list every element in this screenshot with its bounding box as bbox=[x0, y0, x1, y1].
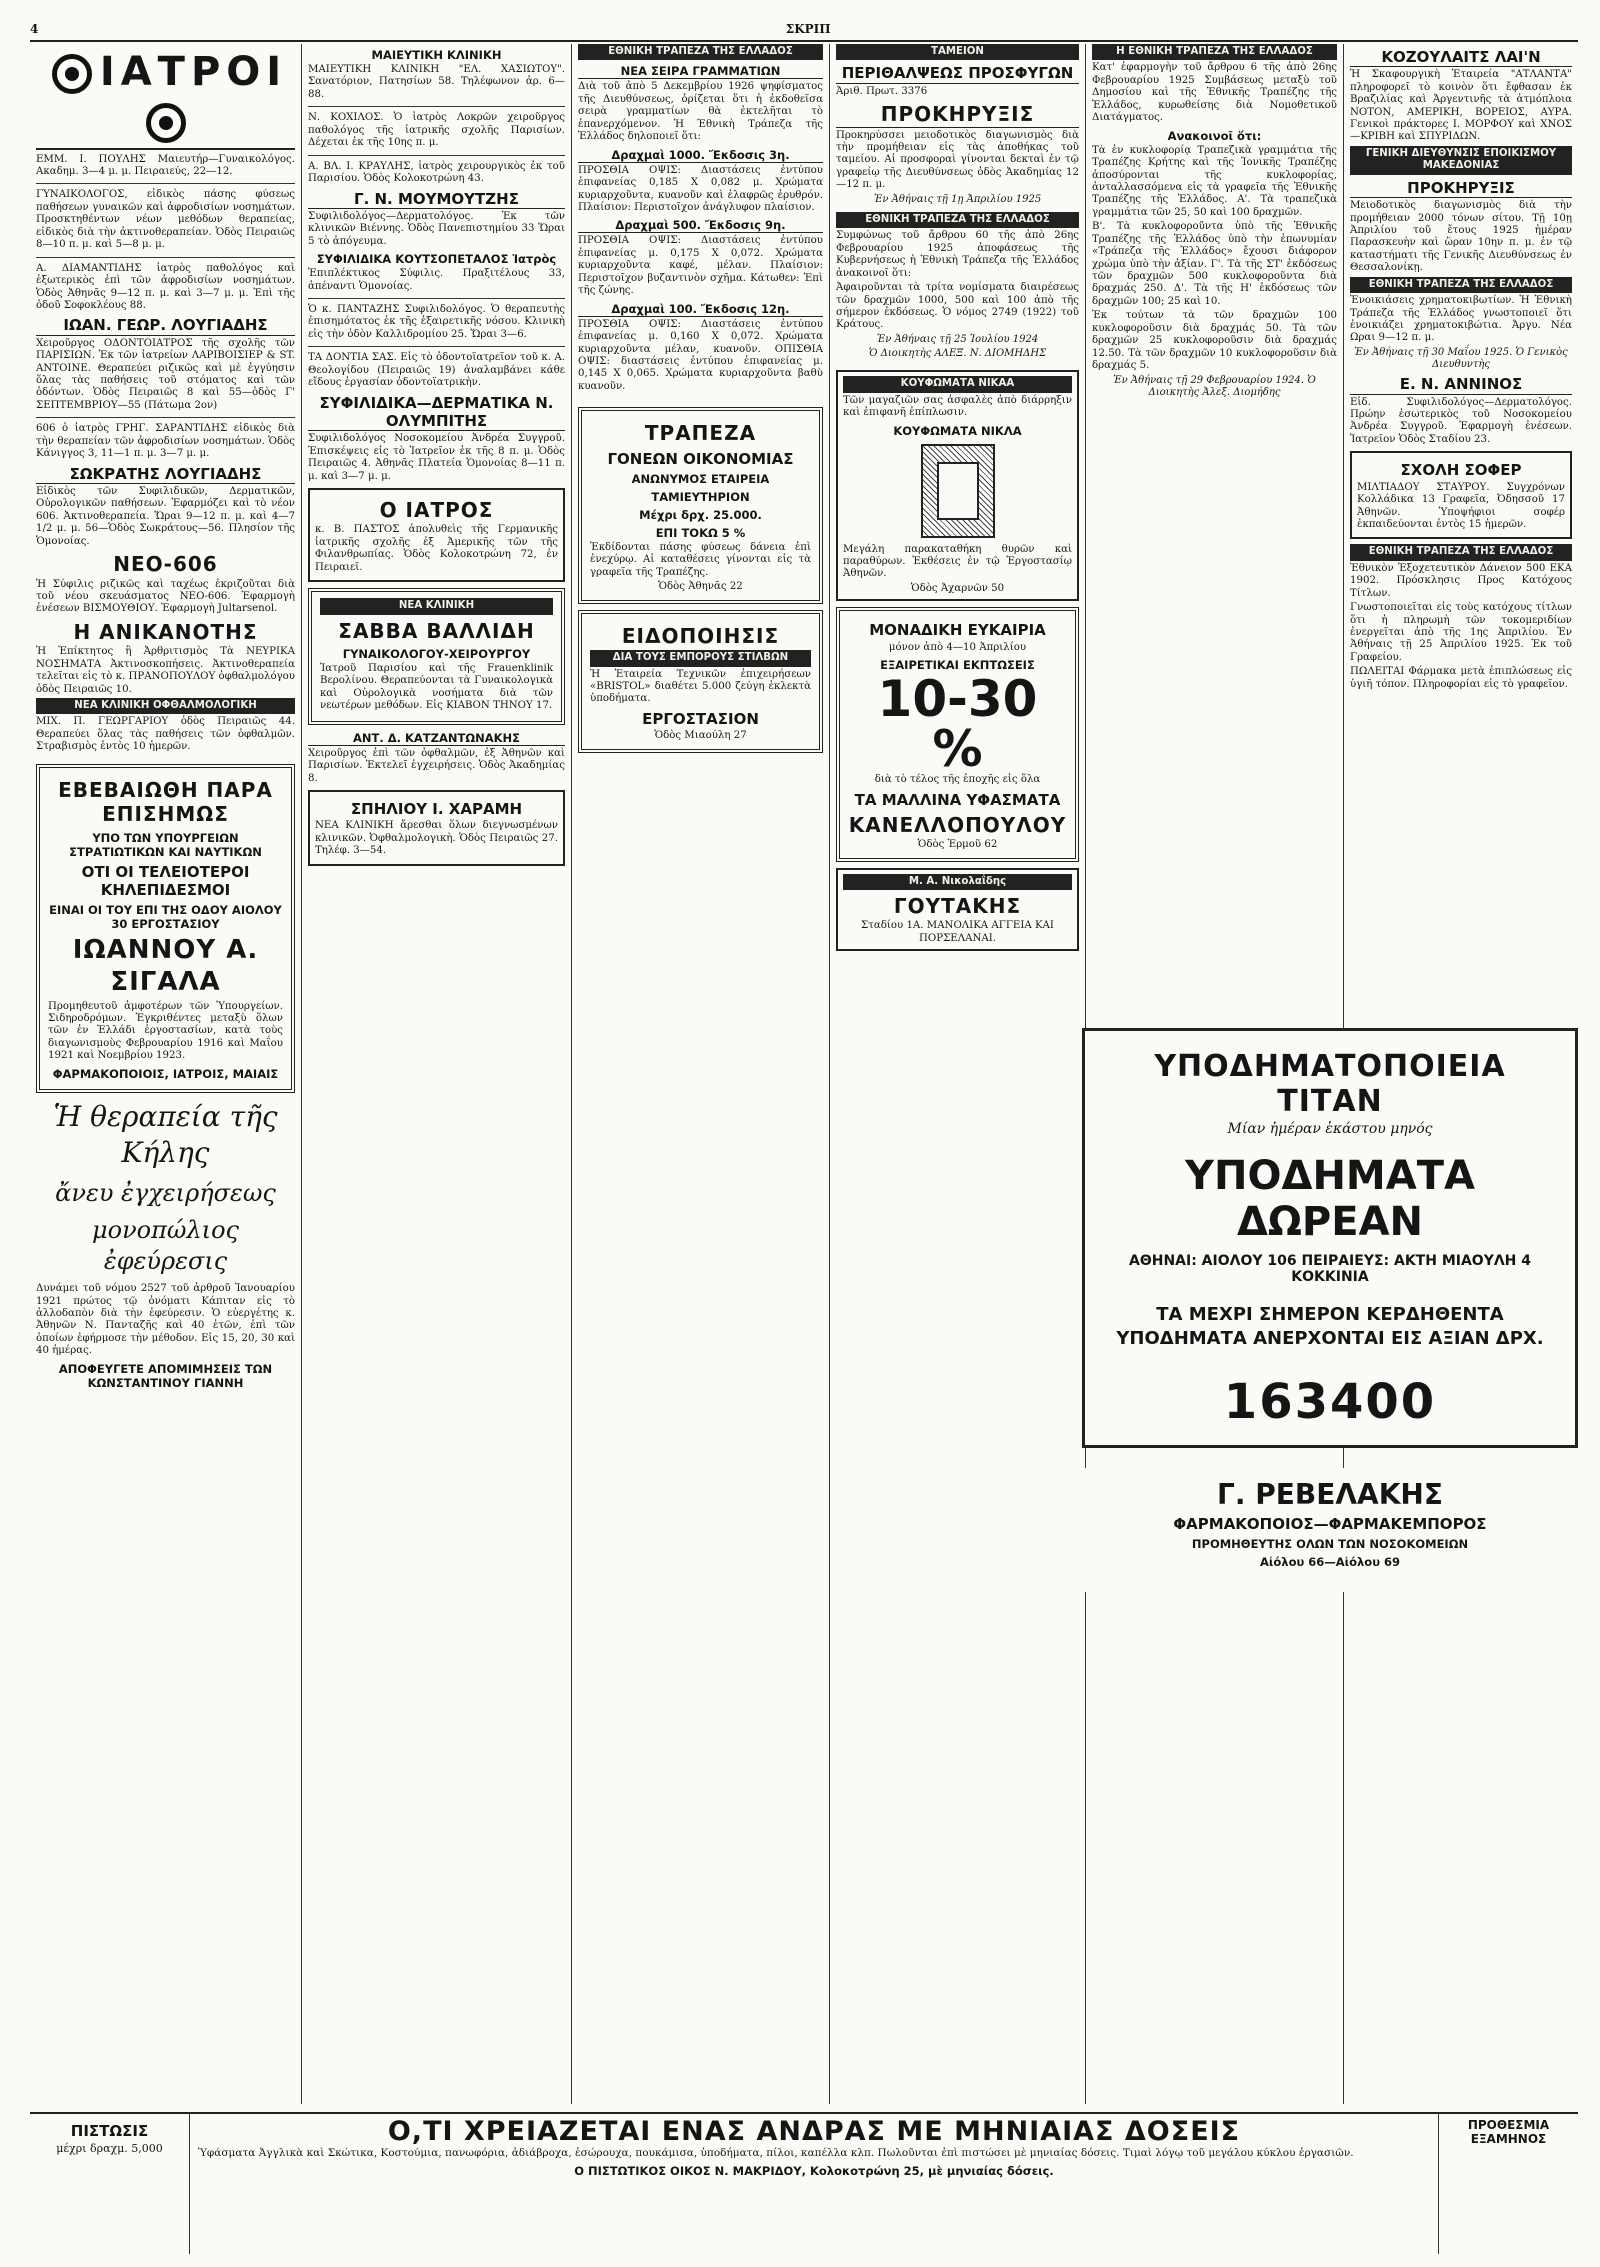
ad-syfilidika: Ἐπιπλέκτικος Σύφιλις. Πραξιτέλους 33, ἀπέναντι Ὁμονοίας. bbox=[308, 268, 565, 292]
ad-moumoutzis: Συφιλιδολόγος—Δερματολόγος. Ἐκ τῶν κλινικῶν Βιέννης. Ὁδὸς Πανεπιστημίου 33 Ὥραι 5 τὸ ἀπόγευμα. bbox=[308, 210, 565, 247]
ad-revelakis: Γ. ΡΕΒΕΛΑΚΗΣ ΦΑΡΜΑΚΟΠΟΙΟΣ—ΦΑΡΜΑΚΕΜΠΟΡΟΣ ΠΡΟΜΗΘΕΥΤΗΣ ΟΛΩΝ ΤΩΝ ΝΟΣΟΚΟΜΕΙΩΝ Αἰόλου 66—Αἰόλου 69 bbox=[1082, 1468, 1578, 1592]
heading-maieutiki: ΜΑΙΕΥΤΙΚΗ ΚΛΙΝΙΚΗ bbox=[371, 48, 502, 62]
banner-left: ΠΙΣΤΩΣΙΣ μέχρι δραχμ. 5,000 bbox=[30, 2114, 190, 2254]
heading-prokiryxis-2: ΠΡΟΚΗΡΥΞΙΣ bbox=[1350, 179, 1572, 198]
ad-eidopoiisis: ΕΙΔΟΠΟΙΗΣΙΣ ΔΙΑ ΤΟΥΣ ΕΜΠΟΡΟΥΣ ΣΤΙΛΒΩΝ Ἡ Ἑταιρεία Τεχνικῶν ἐπιχειρήσεων «BRISTOL» διαθέτει 5.000 ζεύγη ἐκλεκτὰ ὑποδήματα. ΕΡΓΟΣΤΑΣΙΟΝ Ὁδὸς Μιαούλη 27 bbox=[578, 610, 823, 753]
banner-main bbox=[190, 2114, 1438, 2254]
notice-daneion: Ἐθνικὸν Ἐξοχετευτικὸν Δάνειον 500 ΕΚΑ 1902. Πρόσκλησις Προς Κατόχους Τίτλων. bbox=[1350, 562, 1572, 599]
notice-1000: ΠΡΟΣΘΙΑ ΟΨΙΣ: Διαστάσεις ἐντύπου ἐπιφανείας 0,185 Χ 0,082 μ. Χρώματα κυριαρχοῦντα, κυανοῦν καὶ ἐλαφρῶς ἐρυθρόν. Πλαίσιον: Περιστοῖχον ἀνάγλυφον πλαίσιον. bbox=[578, 164, 823, 213]
ad-pantazis: Ὁ κ. ΠΑΝΤΑΖΗΣ Συφιλιδολόγος. Ὁ θεραπευτὴς ἐπισημότατος ἐκ τῆς ἐξαιρετικῆς νόσου. Κλινικὴ εἰς τὴν ὁδὸν Καλλιδρομίου 25. Ὥραι 3—6. bbox=[308, 304, 565, 340]
ad-charamis: ΣΠΗΛΙΟΥ Ι. ΧΑΡΑΜΗ ΝΕΑ ΚΛΙΝΙΚΗ ἄρεσθαι ὅλων διεγνωσμένων κλινικῶν. Ὀφθαλμολογικὴ. Ὁδὸς Πειραιῶς 27. Τηλέφ. 3—54. bbox=[308, 790, 565, 866]
heading-kozoulaits: ΚΟΖΟΥΛΑΙΤΣ ΛΑΙ'Ν bbox=[1350, 48, 1572, 67]
heading-bank: ΕΘΝΙΚΗ ΤΡΑΠΕΖΑ ΤΗΣ ΕΛΛΑΔΟΣ bbox=[578, 44, 823, 60]
notice-bank-3-a: Τὰ ἐν κυκλοφορίᾳ Τραπεζικὰ γραμμάτια τῆς Τραπέζης Κρήτης καὶ τῆς Ἰονικῆς Τραπέζης ἀποσύρονται τῆς κυκλοφορίας, ἀνταλλασσόμενα εἰς τὰ γραφεῖα τῆς Ἐθνικῆς Τραπέζης τῆς Ἑλλάδος. Α'. Τὰ τραπεζικὰ γραμμάτια τῶν 25, 50 καὶ 100 δραχμῶν. bbox=[1092, 144, 1337, 218]
notice-bank-2: Συμφώνως τοῦ ἄρθρου 60 τῆς ἀπὸ 26ης Φεβρουαρίου 1925 ἀποφάσεως τῆς Κυβερνήσεως ἡ Ἐθνικὴ Τράπεζα τῆς Ἑλλάδος ἀνακοινοῖ ὅτι: bbox=[836, 230, 1079, 279]
ref-number: Ἀριθ. Πρωτ. 3376 bbox=[836, 85, 928, 97]
heading-anikanotis: Η ΑΝΙΚΑΝΟΤΗΣ bbox=[73, 619, 258, 644]
ad-poleitai: ΠΩΛΕΙΤΑΙ Φάρμακα μετὰ ἐπιπλώσεως εἰς ὑγιῆ τόπον. Πληροφορίαι εἰς τὸ γραφεῖον. bbox=[1350, 666, 1572, 690]
heading-500: Δραχμαὶ 500. Ἔκδοσις 9η. bbox=[578, 218, 823, 233]
ad-gynecologist: ΓΥΝΑΙΚΟΛΟΓΟΣ, εἰδικὸς πάσης φύσεως παθήσεων γυναικῶν καὶ ἀφροδισίων νοσημάτων. Προσκτηθέντων νέων μεθόδων θεραπείας, εἰδικὸς διὰ τὴν ἀκτινοθεραπείαν. Ὁδὸς Πειραιῶς 8—10 π. μ. καὶ 5—8 μ. μ. bbox=[36, 189, 295, 251]
ad-goutakis: Μ. Α. Νικολαΐδης ΓΟΥΤΑΚΗΣ Σταδίου 1Α. ΜΑΝΟΛΙΚΑ ΑΓΓΕΙΑ ΚΑΙ ΠΟΡΣΕΛΑΝΑΙ. bbox=[836, 868, 1079, 952]
notice-bank-3-c: Ἐκ τούτων τὰ τῶν δραχμῶν 100 κυκλοφοροῦσιν διὰ δραχμάς 50. Τὰ τῶν δραχμῶν 25 κυκλοφοροῦσιν διὰ δραχμάς 12.50. Τὰ τῶν δραχμῶν 10 κυκλοφοροῦσιν διὰ δραχμάς 5. bbox=[1092, 310, 1337, 372]
heading-prokiryxis: ΠΡΟΚΗΡΥΞΙΣ bbox=[836, 102, 1079, 127]
heading-iatros: Ο ΙΑΤΡΟΣ bbox=[379, 497, 494, 522]
notice-prokiryxis: Προκηρύσσει μειοδοτικὸς διαγωνισμὸς διὰ τὴν προμήθειαν εἰς τὰς ἀποθήκας τοῦ ταμείου. Αἱ προσφοραὶ γίνονται δεκταὶ ἐν τῷ γραφείῳ τῆς Διευθύνσεως ὁδὸς Ἀκαδημίας 12—12 π. μ. bbox=[836, 129, 1079, 191]
ad-titan: ΥΠΟΔΗΜΑΤΟΠΟΙΕΙΑ ΤΙΤΑΝ Μίαν ἡμέραν ἑκάστου μηνός ΥΠΟΔΗΜΑΤΑ ΔΩΡΕΑΝ ΑΘΗΝΑΙ: ΑΙΟΛΟΥ 106 ΠΕΙΡΑΙΕΥΣ: ΑΚΤΗ ΜΙΑΟΥΛΗ 4 ΚΟΚΚΙΝΙΑ ΤΑ ΜΕΧΡΙ ΣΗΜΕΡΟΝ ΚΕΡΔΗΘΕΝΤΑ ΥΠΟΔΗΜΑΤΑ ΑΝΕΡΧΟΝΤΑΙ ΕΙΣ ΑΞΙΑΝ ΔΡΧ. 163400 bbox=[1082, 1028, 1578, 1448]
discount-percent: 10-30 % bbox=[877, 670, 1038, 779]
ad-kraulis: Α. ΒΛ. Ι. ΚΡΑΥΛΗΣ, ἰατρὸς χειρουργικὸς ἐκ τοῦ Παρισίου. Ὁδὸς Κολοκοτρώνη 43. bbox=[308, 160, 565, 185]
ad-neo606: Ἡ Σύφιλις ριζικῶς καὶ ταχέως ἐκριζοῦται διὰ τοῦ νέου σκευάσματος ΝΕΟ-606. Ἐφαρμογὴ ἐνέσεων ΒΙΣΜΟΥΘΙΟΥ. Ἐφαρμογὴ Jultarsenol. bbox=[36, 578, 295, 615]
heading-lougiadis: ΙΩΑΝ. ΓΕΩΡ. ΛΟΥΓΙΑΔΗΣ bbox=[36, 316, 295, 335]
notice-bank-3-sign: Ἐν Ἀθήναις τῇ 29 Φεβρουαρίου 1924. Ὁ Διοικητὴς Ἀλεξ. Διομήδης bbox=[1113, 374, 1316, 398]
ad-iatros-box bbox=[308, 488, 565, 582]
banner-right: ΠΡΟΘΕΣΜΙΑ ΕΞΑΜΗΝΟΣ bbox=[1438, 2114, 1578, 2254]
bottom-banner bbox=[30, 2112, 1578, 2254]
notice-date: Ἐν Ἀθήναις τῇ 1ῃ Ἀπριλίου 1925 bbox=[873, 193, 1042, 205]
ad-kili-therapy: Ἡ θεραπεία τῆς Κήλης ἄνευ ἐγχειρήσεως μονοπώλιος ἐφεύρεσις Δυνάμει τοῦ νόμου 2527 τοῦ ἀρθροῦ Ἰανουαρίου 1921 πρώτος τῷ ὀνόματι Κάπιταν εἰς τὸ ἀλλοδαπὸν διὰ τὴν ἐφεύρεσιν. Ὁ εὐεργέτης κ. Ἀθηνῶν Ν. Πανταζῆς καὶ 40 ἐτῶν, ἐπὶ τῶν ὁποίων ἐφήρμοσε τὴν μέθοδον. Εἰς 15, 20, 30 καὶ 40 ἡμέρας. ΑΠΟΦΕΥΓΕΤΕ ΑΠΟΜΙΜΗΣΕΙΣ ΤΩΝ ΚΩΝΣΤΑΝΤΙΝΟΥ ΓΙΑΝΝΗ bbox=[36, 1099, 295, 1390]
masthead: ΙΑΤΡΟΙ bbox=[36, 44, 295, 150]
ad-kochilos: Ν. ΚΟΧΙΛΟΣ. Ὁ ἰατρὸς Λοκρῶν χειροῦργος παθολόγος τῆς ἰατρικῆς σχολῆς Παρισίων. Δέχεται ἐκ τῆς 10ης π. μ. bbox=[308, 112, 565, 149]
subheading-tameion: ΠΕΡΙΘΑΛΨΕΩΣ ΠΡΟΣΦΥΓΩΝ bbox=[836, 64, 1079, 83]
notice-atlanta: Ἡ Σκαφουργικὴ Ἐταιρεία "ΑΤΛΑΝΤΑ" πληροφορεῖ τὸ κοινὸν ὅτι ἔφθασαν ἐκ Βραζιλίας καὶ Ἀργεντινῆς τὰ ἀτμόπλοια ΝΟΤΟΝ, ΑΜΕΡΙΚΗ, ΒΟΡΕΙΟΣ, ΑΥΡΑ. Γενικοὶ πράκτορες Ι. ΜΟΡΦΟΥ καὶ ΧΝΟΣ—ΚΡΙΒΗ καὶ ΣΠΥΡΙΔΩΝ. bbox=[1350, 69, 1572, 143]
notice-bank-3: Κατ' ἐφαρμογὴν τοῦ ἄρθρου 6 τῆς ἀπὸ 26ης Φεβρουαρίου 1925 Συμβάσεως μεταξὺ τοῦ Δημοσίου καὶ τῆς Ἐθνικῆς Τραπέζης τῆς Ἑλλάδος, κυρωθείσης διὰ Νομοθετικοῦ Διατάγματος. bbox=[1092, 62, 1337, 124]
heading-moumoutzis: Γ. Ν. ΜΟΥΜΟΥΤΖΗΣ bbox=[308, 190, 565, 209]
ad-diamantidis: Α. ΔΙΑΜΑΝΤΙΔΗΣ ἰατρὸς παθολόγος καὶ ἐξωτερικὸς ἐπὶ τῶν ἀφροδισίων νοσημάτων. Ὁδὸς Ἀθηνᾶς 9—12 π. μ. καὶ 3—7 μ. μ. Ἐπὶ τῆς ὁδοῦ Σοφοκλέους 88. bbox=[36, 262, 295, 311]
banner-headline: Ο,ΤΙ ΧΡΕΙΑΖΕΤΑΙ ΕΝΑΣ ΑΝΔΡΑΣ ΜΕ ΜΗΝΙΑΙΑΣ ΔΟΣΕΙΣ bbox=[387, 2116, 1241, 2147]
column-2 bbox=[302, 44, 572, 2104]
ad-anninos: Εἰδ. Συφιλιδολόγος—Δερματολόγος. Πρώην ἐσωτερικὸς τοῦ Νοσοκομείου Ἀνδρέα Συγγροῦ. Ἐφαρμογὴ ἐνέσεων. Ἰατρεῖον Ὁδὸς Σταδίου 23. bbox=[1350, 396, 1572, 445]
heading-sokratis: ΣΩΚΡΑΤΗΣ ΛΟΥΓΙΑΔΗΣ bbox=[36, 465, 295, 484]
ad-poulis: ΕΜΜ. Ι. ΠΟΥΛΗΣ Μαιευτήρ—Γυναικολόγος. Ακαδημ. 3—4 μ. μ. Πειραιεύς, 22—12. bbox=[36, 153, 295, 178]
notice-ethniki-date: Ἐν Ἀθήναις τῇ 30 Μαΐου 1925. Ὁ Γενικὸς Διευθυντὴς bbox=[1354, 346, 1568, 371]
heading-bank-2: ΕΘΝΙΚΗ ΤΡΑΠΕΖΑ ΤΗΣ ΕΛΛΑΔΟΣ bbox=[836, 212, 1079, 228]
column-3 bbox=[572, 44, 830, 2104]
circle-ornament-icon bbox=[52, 54, 92, 94]
ad-ofthalmologiki: ΜΙΧ. Π. ΓΕΩΡΓΑΡΙΟΥ ὁδὸς Πειραιῶς 44. Θεραπεύει ὅλας τὰς παθήσεις τῶν ὀφθαλμῶν. Στραβισμὸς ἐντὸς 10 ἡμερῶν. bbox=[36, 716, 295, 753]
ad-dontia: ΤΑ ΔΟΝΤΙΑ ΣΑΣ. Εἰς τὸ ὀδοντοϊατρεῖον τοῦ κ. Α. Θεολογίδου (Πειραιῶς 19) ἀναλαμβάνει κάθε εἴδους ἐργασίαν ὀδοντοϊατρικὴν. bbox=[308, 352, 565, 389]
heading-ethniki: ΕΘΝΙΚΗ ΤΡΑΠΕΖΑ ΤΗΣ ΕΛΛΑΔΟΣ bbox=[1350, 277, 1572, 293]
ad-sokratis: Εἰδικὸς τῶν Συφιλιδικῶν, Δερματικῶν, Οὐρολογικῶν παθήσεων. Ἐφαρμόζει καὶ τὸ νέον 606. Ἀκτινοθεραπεία. Ὥραι 9—12 π. μ. καὶ 4—7 1/2 μ. μ. 56—Ὁδὸς Σωκράτους—56. Πλησίον τῆς Ὁμονοίας. bbox=[36, 485, 295, 547]
notice-bank-2-sign: Ὁ Διοικητὴς ΑΛΕΞ. Ν. ΔΙΟΜΗΔΗΣ bbox=[868, 348, 1047, 360]
ad-monadiki-eukairia: ΜΟΝΑΔΙΚΗ ΕΥΚΑΙΡΙΑ μόνον ἀπὸ 4—10 Ἀπριλίου ΕΞΑΙΡΕΤΙΚΑΙ ΕΚΠΤΩΣΕΙΣ 10-30 % διὰ τὸ τέλος τῆς ἐποχῆς εἰς ὅλα ΤΑ ΜΑΛΛΙΝΑ ΥΦΑΣΜΑΤΑ ΚΑΝΕΛΛΟΠΟΥΛΟΥ Ὁδὸς Ἑρμοῦ 62 bbox=[836, 607, 1079, 861]
heading-neo606: ΝΕΟ-606 bbox=[113, 552, 218, 577]
window-frame-icon bbox=[921, 444, 995, 538]
column-1 bbox=[30, 44, 302, 2104]
heading-syfilidika: ΣΥΦΙΛΙΔΙΚΑ ΚΟΥΤΣΟΠΕΤΑΛΟΣ Ἰατρὸς bbox=[316, 252, 557, 267]
heading-anakoinoi: Ανακοινοῖ ὅτι: bbox=[1167, 128, 1262, 143]
notice-500: ΠΡΟΣΘΙΑ ΟΨΙΣ: Διαστάσεις ἐντύπου ἐπιφανείας μ. 0,175 Χ 0,072. Χρώματα κυριαρχοῦντα καφέ, μέλαν. Πλαίσιον: Περιστοῖχον βυζαντινὸν σχῆμα. Κάτωθεν: Ἐπὶ τῆς ζώνης. bbox=[578, 235, 823, 297]
page-number: 4 bbox=[30, 22, 39, 36]
ad-maieutiki: ΜΑΙΕΥΤΙΚΗ ΚΛΙΝΙΚΗ "ΕΛ. ΧΑΣΙΩΤΟΥ". Σανατόριον, Πατησίων 58. Τηλέφωνον ἀρ. 6—88. bbox=[308, 64, 565, 100]
heading-bank-3: Η ΕΘΝΙΚΗ ΤΡΑΠΕΖΑ ΤΗΣ ΕΛΛΑΔΟΣ bbox=[1092, 44, 1337, 60]
heading-ofthalmologiki: ΝΕΑ ΚΛΙΝΙΚΗ ΟΦΘΑΛΜΟΛΟΓΙΚΗ bbox=[36, 698, 295, 714]
subheading-bank: ΝΕΑ ΣΕΙΡΑ ΓΡΑΜΜΑΤΙΩΝ bbox=[578, 64, 823, 79]
notice-daneion-b: Γνωστοποιεῖται εἰς τοὺς κατόχους τίτλων ὅτι ἡ πληρωμὴ τῶν τοκομεριδίων ἐνεργεῖται ἀπὸ τῆς 1ης Ἀπριλίου. Ἐν Ἀθήναις τῇ 25 Ἀπριλίου 1925. Ἐκ τοῦ Γραφείου. bbox=[1350, 602, 1572, 663]
titan-amount: 163400 bbox=[1223, 1373, 1437, 1430]
ad-sarantidis: 606 ὁ ἰατρὸς ΓΡΗΓ. ΣΑΡΑΝΤΙΔΗΣ εἰδικὸς διὰ τὴν θεραπείαν τῶν ἀφροδισίων νοσημάτων. Ὁδὸς Κάνιγγος 3, 11—1 π. μ. 3—7 μ. μ. bbox=[36, 423, 295, 460]
ad-katzantonakis: Χειροῦργος ἐπὶ τῶν ὀφθαλμῶν, ἐξ Ἀθηνῶν καὶ Παρισίων. Ἐκτελεῖ ἐγχειρήσεις. Ὁδὸς Ἀκαδημίας 8. bbox=[308, 747, 565, 784]
newspaper-page bbox=[30, 18, 1578, 2252]
ad-sofer: ΣΧΟΛΗ ΣΟΦΕΡ ΜΙΛΤΙΑΔΟΥ ΣΤΑΥΡΟΥ. Συγχρόνων Κολλάδικα 13 Γραφεῖα, Ὀδησσοῦ 17 Ἀθηνῶν. Ὑποψήφιοι σοφέρ ἐκπαιδεύονται ἐντὸς 15 ἡμερῶν. bbox=[1350, 451, 1572, 539]
ad-koufomata: ΚΟΥΦΩΜΑΤΑ ΝΙΚΑΑ Τῶν μαγαζιῶν σας ἀσφαλὲς ἀπὸ διάρρηξιν καὶ ἐπιφανῆ ἐπίπλωσιν. ΚΟΥΦΩΜΑΤΑ ΝΙΚΛΑ Μεγάλη παρακαταθήκη θυρῶν καὶ παραθύρων. Ἐκθέσεις ἐν τῷ Ἐργοστασίῳ Ἀθηνῶν. Ὁδὸς Ἀχαρνῶν 50 bbox=[836, 370, 1079, 601]
heading-makedonia: ΓΕΝΙΚΗ ΔΙΕΥΘΥΝΣΙΣ ΕΠΟΙΚΙΣΜΟΥ ΜΑΚΕΔΟΝΙΑΣ bbox=[1350, 146, 1572, 175]
ad-anikanotis: Ἡ Ἐπίκτητος ἢ Ἀρθριτισμὸς Τὰ ΝΕΥΡΙΚΑ ΝΟΣΗΜΑΤΑ Ἀκτινοσκοπήσεις. Ἀκτινοθεραπεία τελεῖται εἰς τὸ κ. ΠΡΑΝΟΠΟΥΛΟΥ ὀφθαλμολόγου ὁδὸς Πειραιῶς 10. bbox=[36, 646, 295, 695]
heading-ethniki-2: ΕΘΝΙΚΗ ΤΡΑΠΕΖΑ ΤΗΣ ΕΛΛΑΔΟΣ bbox=[1350, 544, 1572, 560]
column-4 bbox=[830, 44, 1086, 2104]
notice-bank-2-date: Ἐν Ἀθήναις τῇ 25 Ἰουλίου 1924 bbox=[876, 333, 1039, 345]
banner-body: Ὑφάσματα Ἀγγλικὰ καὶ Σκώτικα, Κοστούμια, πανωφόρια, ἀδιάβροχα, ἐσώρουχα, πουκάμισα, ὑποδήματα, πίλοι, καπέλλα κλπ. Πωλοῦνται ἐπὶ πιστώσει μὲ μηνιαίας δόσεις. Τιμαὶ λόγῳ τοῦ μεγάλου κύκλου ἐργασιῶν. bbox=[198, 2147, 1354, 2159]
paper-name: ΣΚΡΙΠ bbox=[785, 22, 831, 36]
notice-100: ΠΡΟΣΘΙΑ ΟΨΙΣ: Διαστάσεις ἐντύπου ἐπιφανείας μ. 0,160 Χ 0,072. Χρώματα κυριαρχοῦντα μέλαν, κυανοῦν. ΟΠΙΣΘΙΑ ΟΨΙΣ: διαστάσεις ἐντύπου ἐπιφανείας μ. 0,145 Χ 0,065. Χρώματα κυριαρχοῦντα βαθὺ κυανοῦν. bbox=[578, 318, 823, 392]
heading-katzantonakis: ΑΝΤ. Δ. ΚΑΤΖΑΝΤΩΝΑΚΗΣ bbox=[308, 731, 565, 746]
heading-100: Δραχμαὶ 100. Ἔκδοσις 12η. bbox=[578, 302, 823, 317]
heading-tameion: ΤΑΜΕΙΟΝ bbox=[836, 44, 1079, 60]
ad-trapeza-goneon: ΤΡΑΠΕΖΑ ΓΟΝΕΩΝ ΟΙΚΟΝΟΜΙΑΣ ΑΝΩΝΥΜΟΣ ΕΤΑΙΡΕΙΑ ΤΑΜΙΕΥΤΗΡΙΟΝ Μέχρι δρχ. 25.000. ΕΠΙ ΤΟΚΩ 5 % Ἐκδίδονται πάσης φύσεως δάνεια ἐπὶ ἐνεχύρῳ. Αἱ καταθέσεις γίνονται εἰς τὰ γραφεῖα τῆς Τραπέζης. Ὁδὸς Ἀθηνᾶς 22 bbox=[578, 407, 823, 604]
ad-nea-kliniki: ΝΕΑ ΚΛΙΝΙΚΗ ΣΑΒΒΑ ΒΑΛΛΙΔΗ ΓΥΝΑΙΚΟΛΟΓΟΥ-ΧΕΙΡΟΥΡΓΟΥ Ἰατροῦ Παρισίου καὶ τῆς Frauenklinik Βερολίνου. Θεραπεύονται τὰ Γυναικολογικὰ καὶ Οὐρολογικὰ νοσήματα διὰ τῶν νεωτέρων μεθόδων. Εἰς ΚΙΑΒΟΝ ΤΗΝΟΥ 17. bbox=[308, 588, 565, 725]
ad-pastos: κ. Β. ΠΑΣΤΟΣ ἀπολυθεὶς τῆς Γερμανικῆς ἰατρικῆς σχολῆς ἐξ Ἀμερικῆς τῶν τῆς Φιλανθρωπίας. Ὁδὸς Κολοκοτρώνη 72, ἐν Πειραιεῖ. bbox=[315, 524, 558, 573]
notice-makedonia: Μειοδοτικὸς διαγωνισμὸς διὰ τὴν προμήθειαν 2000 τόνων σίτου. Τῇ 10ῃ Ἀπριλίου τοῦ ἔτους 1925 ἡμέραν Παρασκευὴν καὶ ὥραν 10ην π. μ. ἐν τῷ καταστήματι τῆς Γενικῆς Διευθύνσεως ἐν Θεσσαλονίκῃ. bbox=[1350, 200, 1572, 274]
notice-bank-2b: Ἀφαιροῦνται τὰ τρίτα νομίσματα διαιρέσεως τῶν δραχμῶν 1000, 500 καὶ 100 ἀπὸ τῆς σήμερον ἐκδόσεως. Ὁ νόμος 2749 (1922) τοῦ Κράτους. bbox=[836, 282, 1079, 331]
notice-bank-intro: Διὰ τοῦ ἀπὸ 5 Δεκεμβρίου 1926 ψηφίσματος τῆς Διευθύνσεως, ὀρίζεται ὅτι ἡ ἐκδοθεῖσα σειρὰ γραμματίων θὰ ἐκτελῆται τὸ ἐπανερχόμενον. Ἡ Ἐθνικὴ Τράπεζα τῆς Ἑλλάδος δηλοποιεῖ ὅτι: bbox=[578, 81, 823, 143]
notice-ethniki: Ἐνοικιάσεις χρηματοκιβωτίων. Ἡ Ἐθνικὴ Τράπεζα τῆς Ἑλλάδος γνωστοποιεῖ ὅτι ἐνοικιάζει χρηματοκιβώτια. Ἀργυ. Νέα Ωραι 9—12 π. μ. bbox=[1350, 295, 1572, 344]
notice-bank-3-b: Β'. Τὰ κυκλοφοροῦντα ὑπὸ τῆς Ἐθνικῆς Τραπέζης τῆς Ἑλλάδος ὑπὸ τὴν ἐπωνυμίαν «Τράπεζα τῆς Ἑλλάδος» ἔχουσι διάφορον χρώμα ὑπὸ τὴν ἀξίαν. Γ'. Τὰ τῆς ΣΤ' ἐκδόσεως τῶν δραχμῶν 500 κυκλοφοροῦντα διὰ δραχμάς 250. Δ'. Τὰ τῆς Η' ἐκδόσεως τῶν δραχμῶν 100; 25 καὶ 10. bbox=[1092, 221, 1337, 307]
banner-foot: Ο ΠΙΣΤΩΤΙΚΟΣ ΟΙΚΟΣ Ν. ΜΑΚΡΙΔΟΥ, Κολοκοτρώνη 25, μὲ μηνιαίας δόσεις. bbox=[574, 2164, 1054, 2179]
ad-olympitis: Συφιλιδολόγος Νοσοκομείου Ἀνδρέα Συγγροῦ. Ἐπισκέψεις εἰς τὸ Ἰατρεῖον ἐκ τῆς 8 π. μ. Ὁδὸς Πειραιῶς 4. Ἀθηνᾶς Πλατεία Ὁμονοίας 8—11 π. μ. καὶ 3—7 μ. μ. bbox=[308, 433, 565, 482]
ad-kilepidesmoi: ΕΒΕΒΑΙΩΘΗ ΠΑΡΑ ΕΠΙΣΗΜΩΣ ΥΠΟ ΤΩΝ ΥΠΟΥΡΓΕΙΩΝ ΣΤΡΑΤΙΩΤΙΚΩΝ ΚΑΙ ΝΑΥΤΙΚΩΝ ΟΤΙ ΟΙ ΤΕΛΕΙΟΤΕΡΟΙ ΚΗΛΕΠΙΔΕΣΜΟΙ ΕΙΝΑΙ ΟΙ ΤΟΥ ΕΠΙ ΤΗΣ ΟΔΟΥ ΑΙΟΛΟΥ 30 ΕΡΓΟΣΤΑΣΙΟΥ ΙΩΑΝΝΟΥ Α. ΣΙΓΑΛΑ Προμηθευτοῦ ἀμφοτέρων τῶν Ὑπουργείων. Σιδηροδρόμων. Ἐγκριθέντες μεταξὺ ὅλων τῶν ἐν Ἑλλάδι ἐργοστασίων, κατὰ τοὺς διαγωνισμοὺς Φεβρουαρίου 1916 καὶ Μαΐου 1921 καὶ Νοεμβρίου 1923. ΦΑΡΜΑΚΟΠΟΙΟΙΣ, ΙΑΤΡΟΙΣ, ΜΑΙΑΙΣ bbox=[36, 764, 295, 1093]
heading-olympitis: ΣΥΦΙΛΙΔΙΚΑ—ΔΕΡΜΑΤΙΚΑ Ν. ΟΛΥΜΠΙΤΗΣ bbox=[308, 394, 565, 432]
top-bar bbox=[30, 18, 1578, 42]
ad-lougiadis: Χειροῦργος ΟΔΟΝΤΟΙΑΤΡΟΣ τῆς σχολῆς τῶν ΠΑΡΙΣΙΩΝ. Ἐκ τῶν ἰατρείων ΛΑΡΙΒΟΙΣΙΕΡ & ST. ANTOINE. Θεραπεύει ριζικῶς καὶ μὲ ἐγγύησιν ὅλας τὰς παθήσεις τοῦ στόματος καὶ τῶν ὀδόντων. Ὁδὸς Πειραιῶς 8 καὶ 55—ὁδὸς Γ' ΣΕΠΤΕΜΒΡΙΟΥ—55 (Πάτωμα 2ον) bbox=[36, 337, 295, 411]
circle-ornament-icon bbox=[146, 103, 186, 143]
heading-anninos: Ε. Ν. ΑΝΝΙΝΟΣ bbox=[1350, 375, 1572, 394]
heading-1000: Δραχμαὶ 1000. Ἔκδοσις 3η. bbox=[578, 148, 823, 163]
